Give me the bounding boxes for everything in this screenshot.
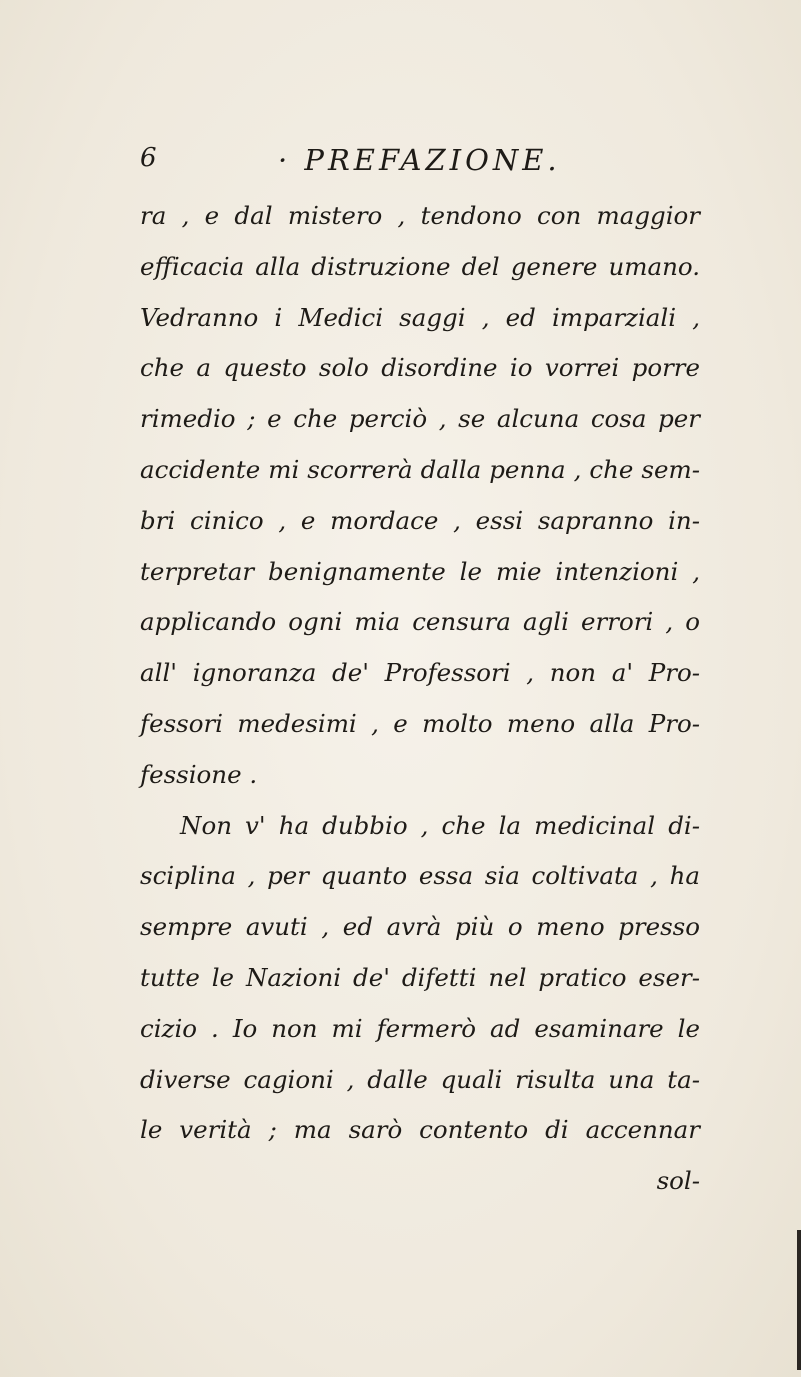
text-line-14: sciplina , per quanto essa sia coltivata , ha	[140, 861, 700, 891]
text-line-1: ra , e dal mistero , tendono con maggior	[140, 201, 700, 230]
page-header	[140, 143, 700, 183]
text-line-9: applicando ogni mia censura agli errori , o	[140, 607, 700, 637]
text-line-7: bri cinico , e mordace , essi sapranno in-	[140, 505, 700, 535]
text-line-2: efficacia alla distruzione del genere umano.	[140, 251, 700, 281]
text-line-5: rimedio ; e che perciò , se alcuna cosa per	[140, 404, 700, 434]
text-line-12: fessione .	[140, 759, 258, 789]
text-line-18: diverse cagioni , dalle quali risulta una ta-	[140, 1064, 700, 1094]
text-line-6: accidente mi scorrerà dalla penna , che sem-	[140, 454, 700, 484]
page-edge-shadow	[797, 1230, 801, 1370]
text-line-15: sempre avuti , ed avrà più o meno presso	[140, 912, 700, 942]
text-line-11: fessori medesimi , e molto meno alla Pro-	[140, 708, 700, 738]
text-line-16: tutte le Nazioni de' difetti nel pratico eser-	[140, 962, 700, 992]
text-line-3: Vedranno i Medici saggi , ed imparziali ,	[140, 302, 700, 332]
catchword: sol-	[656, 1166, 700, 1196]
text-line-4: che a questo solo disordine io vorrei porre	[140, 353, 700, 383]
text-line-13: Non v' ha dubbio , che la medicinal di-	[180, 810, 700, 840]
body-text	[140, 191, 700, 1207]
text-line-10: all' ignoranza de' Professori , non a' Pro-	[140, 658, 700, 688]
text-line-19: le verità ; ma sarò contento di accennar	[140, 1115, 700, 1145]
running-title: · PREFAZIONE.	[278, 143, 561, 177]
page-number: 6	[140, 143, 157, 173]
text-line-17: cizio . Io non mi fermerò ad esaminare le	[140, 1013, 700, 1043]
text-line-8: terpretar benignamente le mie intenzioni ,	[140, 556, 700, 586]
